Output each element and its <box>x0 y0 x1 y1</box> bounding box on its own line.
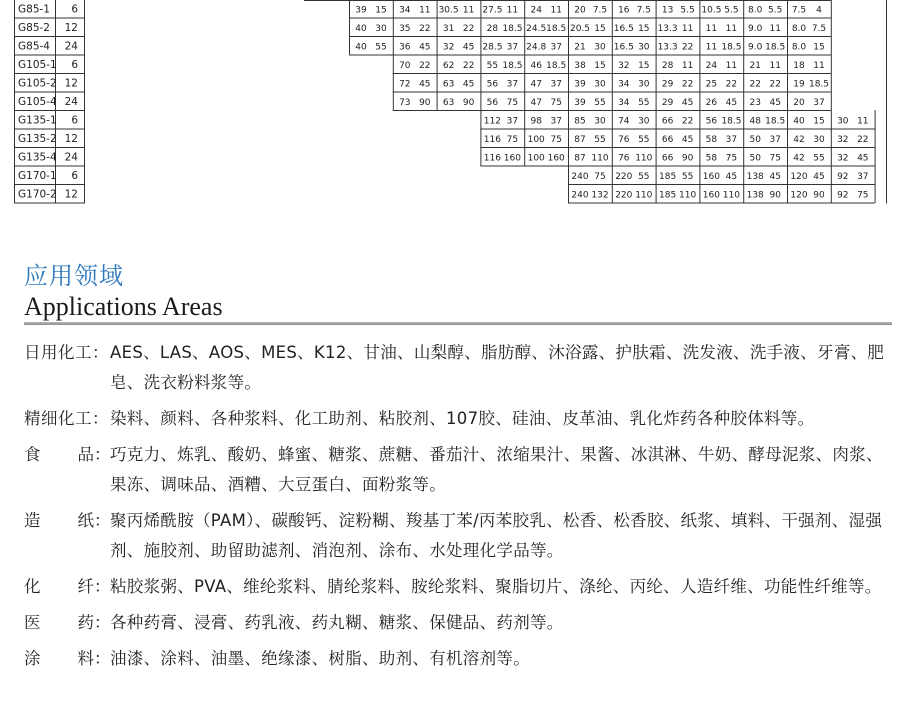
power-value: 30 <box>638 116 650 127</box>
power-value: 45 <box>462 42 475 53</box>
power-value: 11 <box>462 5 475 16</box>
head-value: 10.5 <box>701 5 722 16</box>
application-text: 染料、颜料、各种浆料、化工助剂、粘胶剂、107胶、硅油、皮革油、乳化炸药各种胶体料等。 <box>110 409 815 428</box>
power-value: 45 <box>725 171 738 182</box>
head-value: 24.8 <box>526 42 547 53</box>
power-value: 5.5 <box>680 5 695 16</box>
applications-list <box>24 338 890 680</box>
power-value: 90 <box>419 97 431 108</box>
power-value: 11 <box>769 23 781 34</box>
head-value: 9.0 <box>748 23 763 34</box>
power-value: 4 <box>816 5 822 16</box>
flow-cell: 24 <box>64 151 78 164</box>
head-value: 11 <box>705 42 718 53</box>
head-value: 92 <box>837 171 849 182</box>
power-value: 37 <box>857 171 869 182</box>
flow-cell: 12 <box>64 188 78 201</box>
power-value: 45 <box>419 79 431 90</box>
power-value: 45 <box>681 97 694 108</box>
power-value: 90 <box>681 153 694 164</box>
power-value: 30 <box>638 79 650 90</box>
power-value: 5.5 <box>768 5 783 16</box>
head-value: 74 <box>618 116 630 127</box>
power-value: 37 <box>725 134 738 145</box>
application-label: 食 品 ： <box>24 445 111 464</box>
application-item <box>24 506 890 566</box>
power-value: 7.5 <box>636 5 651 16</box>
head-value: 58 <box>705 134 718 145</box>
head-value: 9.0 <box>748 42 763 53</box>
head-value: 66 <box>661 153 674 164</box>
head-value: 76 <box>618 134 630 145</box>
head-value: 16.5 <box>613 23 634 34</box>
head-value: 39 <box>355 5 367 16</box>
power-value: 132 <box>591 190 609 201</box>
head-value: 24.5 <box>526 23 547 34</box>
head-value: 40 <box>355 23 367 34</box>
application-text: 油漆、涂料、油墨、绝缘漆、树脂、助剂、有机溶剂等。 <box>110 649 530 668</box>
power-value: 15 <box>638 23 650 34</box>
model-cell: G105-2 <box>18 77 57 90</box>
flow-cell: 24 <box>64 95 78 108</box>
power-value: 37 <box>550 42 562 53</box>
power-value: 110 <box>635 153 653 164</box>
model-cell: G105-4 <box>18 95 57 108</box>
power-value: 55 <box>813 153 825 164</box>
head-value: 50 <box>749 134 761 145</box>
power-value: 22 <box>769 79 781 90</box>
head-value: 32 <box>618 60 630 71</box>
head-value: 160 <box>702 190 720 201</box>
power-value: 15 <box>813 42 825 53</box>
power-value: 160 <box>503 153 521 164</box>
power-value: 22 <box>419 23 431 34</box>
power-value: 30 <box>375 23 387 34</box>
flow-cell: 12 <box>64 132 78 145</box>
head-value: 240 <box>571 171 589 182</box>
head-value: 70 <box>399 60 411 71</box>
head-value: 30.5 <box>438 5 459 16</box>
power-value: 45 <box>857 153 869 164</box>
power-value: 30 <box>594 79 606 90</box>
section-header <box>24 262 223 322</box>
head-value: 18 <box>793 60 805 71</box>
power-value: 37 <box>506 42 519 53</box>
power-value: 11 <box>769 60 781 71</box>
power-value: 11 <box>857 116 869 127</box>
head-value: 46 <box>530 60 542 71</box>
power-value: 55 <box>638 97 650 108</box>
head-value: 31 <box>442 23 455 34</box>
head-value: 66 <box>661 116 674 127</box>
power-value: 55 <box>594 134 606 145</box>
head-value: 13.3 <box>657 23 678 34</box>
power-value: 45 <box>725 97 738 108</box>
power-value: 110 <box>591 153 609 164</box>
head-value: 138 <box>746 171 764 182</box>
flow-cell: 6 <box>71 3 78 16</box>
head-value: 56 <box>486 79 499 90</box>
head-value: 63 <box>442 97 455 108</box>
power-value: 37 <box>769 134 781 145</box>
power-value: 75 <box>594 171 606 182</box>
model-cell: G170-2 <box>18 188 57 201</box>
power-value: 55 <box>638 171 650 182</box>
application-label: 涂 料 ： <box>24 649 111 668</box>
power-value: 45 <box>419 42 431 53</box>
head-value: 58 <box>705 153 718 164</box>
power-value: 22 <box>419 60 431 71</box>
application-item <box>24 608 890 638</box>
flow-cell: 6 <box>71 58 78 71</box>
head-value: 160 <box>702 171 720 182</box>
power-value: 11 <box>550 5 562 16</box>
application-text: 巧克力、炼乳、酸奶、蜂蜜、糖浆、蔗糖、番茄汁、浓缩果汁、果酱、冰淇淋、牛奶、酵母泥浆、肉浆、果冻、调味品、酒糟、大豆蛋白、面粉浆等。 <box>110 445 883 494</box>
head-value: 112 <box>483 116 501 127</box>
application-text: AES、LAS、AOS、MES、K12、甘油、山梨醇、脂肪醇、沐浴露、护肤霜、洗发液、洗手液、牙膏、肥皂、洗衣粉料浆等。 <box>110 343 885 392</box>
power-value: 11 <box>681 60 694 71</box>
power-value: 18.5 <box>502 60 523 71</box>
model-cell: G170-1 <box>18 169 57 182</box>
power-value: 22 <box>681 79 694 90</box>
flow-cell: 6 <box>71 169 78 182</box>
power-value: 22 <box>462 23 475 34</box>
section-divider <box>24 322 892 325</box>
model-cell: G85-1 <box>18 3 50 16</box>
application-text: 聚丙烯酰胺（PAM）、碳酸钙、淀粉糊、羧基丁苯/丙苯胶乳、松香、松香胶、纸浆、填料、干强剂、湿强剂、施胶剂、助留助滤剂、消泡剂、涂布、水处理化学品等。 <box>110 511 883 560</box>
head-value: 56 <box>486 97 499 108</box>
head-value: 20 <box>793 97 805 108</box>
power-value: 37 <box>550 79 562 90</box>
head-value: 20 <box>574 5 586 16</box>
head-value: 92 <box>837 190 849 201</box>
head-value: 28 <box>661 60 674 71</box>
head-value: 32 <box>837 134 849 145</box>
power-value: 18.5 <box>765 42 786 53</box>
head-value: 55 <box>486 60 499 71</box>
model-cell: G85-4 <box>18 40 50 53</box>
head-value: 23 <box>749 97 761 108</box>
head-value: 13 <box>661 5 674 16</box>
head-value: 42 <box>793 153 805 164</box>
power-value: 30 <box>594 116 606 127</box>
power-value: 18.5 <box>502 23 523 34</box>
head-value: 50 <box>749 153 761 164</box>
power-value: 22 <box>681 42 694 53</box>
power-value: 45 <box>769 171 781 182</box>
power-value: 18.5 <box>721 116 742 127</box>
power-value: 37 <box>550 116 562 127</box>
application-label: 医 药 ： <box>24 613 111 632</box>
head-value: 20.5 <box>569 23 591 34</box>
power-value: 18.5 <box>546 23 567 34</box>
power-value: 11 <box>725 60 738 71</box>
spec-table <box>14 0 887 213</box>
head-value: 185 <box>659 171 677 182</box>
model-cell: G135-4 <box>18 151 57 164</box>
power-value: 45 <box>813 171 825 182</box>
head-value: 25 <box>705 79 718 90</box>
power-value: 90 <box>462 97 475 108</box>
head-value: 7.5 <box>791 5 807 16</box>
application-item <box>24 440 890 500</box>
head-value: 73 <box>399 97 411 108</box>
section-title-en: Applications Areas <box>24 292 223 321</box>
head-value: 34 <box>618 97 630 108</box>
head-value: 40 <box>355 42 367 53</box>
power-value: 15 <box>813 116 825 127</box>
head-value: 13.3 <box>657 42 678 53</box>
power-value: 30 <box>638 42 650 53</box>
head-value: 98 <box>530 116 542 127</box>
head-value: 47 <box>530 79 542 90</box>
head-value: 85 <box>574 116 586 127</box>
head-value: 120 <box>790 171 808 182</box>
power-value: 15 <box>594 60 606 71</box>
power-value: 110 <box>679 190 697 201</box>
head-value: 72 <box>399 79 411 90</box>
power-value: 15 <box>375 5 387 16</box>
head-value: 8.0 <box>748 5 763 16</box>
application-item <box>24 572 890 602</box>
head-value: 47 <box>530 97 542 108</box>
power-value: 22 <box>857 134 869 145</box>
flow-cell: 24 <box>64 40 78 53</box>
model-cell: G85-2 <box>18 21 50 34</box>
head-value: 56 <box>705 116 718 127</box>
head-value: 21 <box>574 42 586 53</box>
head-value: 29 <box>661 79 674 90</box>
application-label: 日用化工： <box>24 343 109 362</box>
head-value: 39 <box>574 79 586 90</box>
power-value: 11 <box>813 60 825 71</box>
head-value: 26 <box>705 97 718 108</box>
head-value: 40 <box>793 116 805 127</box>
head-value: 30 <box>837 116 849 127</box>
spec-table-grid <box>14 0 887 213</box>
head-value: 66 <box>661 134 674 145</box>
power-value: 75 <box>857 190 869 201</box>
head-value: 8.0 <box>791 42 807 53</box>
head-value: 138 <box>746 190 764 201</box>
model-cell: G135-1 <box>18 114 57 127</box>
power-value: 18.5 <box>765 116 786 127</box>
power-value: 22 <box>462 60 475 71</box>
head-value: 38 <box>574 60 586 71</box>
power-value: 37 <box>506 79 519 90</box>
application-item <box>24 404 890 434</box>
head-value: 34 <box>399 5 411 16</box>
power-value: 18.5 <box>546 60 567 71</box>
flow-cell: 12 <box>64 21 78 34</box>
power-value: 55 <box>594 97 606 108</box>
power-value: 75 <box>506 97 519 108</box>
power-value: 90 <box>813 190 825 201</box>
power-value: 160 <box>547 153 565 164</box>
power-value: 110 <box>635 190 653 201</box>
head-value: 28 <box>486 23 499 34</box>
power-value: 18.5 <box>721 42 742 53</box>
power-value: 11 <box>419 5 431 16</box>
head-value: 48 <box>749 116 761 127</box>
power-value: 55 <box>375 42 387 53</box>
power-value: 15 <box>638 60 650 71</box>
head-value: 39 <box>574 97 586 108</box>
head-value: 100 <box>527 134 545 145</box>
head-value: 120 <box>790 190 808 201</box>
power-value: 11 <box>725 23 738 34</box>
power-value: 55 <box>681 171 694 182</box>
head-value: 24 <box>705 60 718 71</box>
head-value: 32 <box>837 153 849 164</box>
head-value: 29 <box>661 97 674 108</box>
head-value: 32 <box>442 42 455 53</box>
power-value: 75 <box>550 97 562 108</box>
power-value: 30 <box>813 134 825 145</box>
power-value: 11 <box>506 5 519 16</box>
head-value: 22 <box>749 79 761 90</box>
application-text: 各种药膏、浸膏、药乳液、药丸糊、糖浆、保健品、药剂等。 <box>110 613 564 632</box>
head-value: 87 <box>574 134 586 145</box>
power-value: 75 <box>550 134 562 145</box>
power-value: 75 <box>725 153 738 164</box>
head-value: 62 <box>442 60 455 71</box>
power-value: 22 <box>725 79 738 90</box>
power-value: 7.5 <box>811 23 827 34</box>
head-value: 8.0 <box>791 23 807 34</box>
power-value: 90 <box>769 190 781 201</box>
power-value: 5.5 <box>724 5 739 16</box>
flow-cell: 12 <box>64 77 78 90</box>
application-label: 精细化工： <box>24 409 109 428</box>
head-value: 116 <box>483 153 501 164</box>
head-value: 34 <box>618 79 630 90</box>
power-value: 55 <box>638 134 650 145</box>
power-value: 11 <box>681 23 694 34</box>
power-value: 37 <box>813 97 825 108</box>
power-value: 22 <box>681 116 694 127</box>
head-value: 11 <box>705 23 718 34</box>
model-cell: G105-1 <box>18 58 57 71</box>
head-value: 116 <box>483 134 501 145</box>
power-value: 45 <box>681 134 694 145</box>
section-title-cn: 应用领域 <box>24 262 124 290</box>
power-value: 37 <box>506 116 519 127</box>
head-value: 240 <box>571 190 589 201</box>
head-value: 24 <box>530 5 542 16</box>
power-value: 45 <box>462 79 475 90</box>
model-cell: G135-2 <box>18 132 57 145</box>
application-item <box>24 644 890 674</box>
head-value: 185 <box>659 190 677 201</box>
power-value: 15 <box>594 23 606 34</box>
head-value: 36 <box>399 42 411 53</box>
power-value: 30 <box>594 42 606 53</box>
power-value: 7.5 <box>592 5 608 16</box>
head-value: 87 <box>574 153 586 164</box>
head-value: 42 <box>793 134 805 145</box>
head-value: 28.5 <box>482 42 503 53</box>
head-value: 21 <box>749 60 761 71</box>
head-value: 16.5 <box>613 42 634 53</box>
head-value: 100 <box>527 153 545 164</box>
head-value: 220 <box>615 190 633 201</box>
head-value: 35 <box>399 23 411 34</box>
power-value: 110 <box>722 190 740 201</box>
application-label: 造 纸 ： <box>24 511 111 530</box>
power-value: 45 <box>769 97 781 108</box>
head-value: 19 <box>793 79 805 90</box>
head-value: 27.5 <box>482 5 503 16</box>
head-value: 16 <box>618 5 630 16</box>
application-item <box>24 338 890 398</box>
head-value: 63 <box>442 79 455 90</box>
power-value: 75 <box>769 153 781 164</box>
flow-cell: 6 <box>71 114 78 127</box>
head-value: 220 <box>615 171 633 182</box>
application-label: 化 纤 ： <box>24 577 111 596</box>
head-value: 76 <box>618 153 630 164</box>
application-text: 粘胶浆粥、PVA、维纶浆料、腈纶浆料、胺纶浆料、聚脂切片、涤纶、丙纶、人造纤维、功能性纤维等。 <box>110 577 882 596</box>
power-value: 18.5 <box>808 79 830 90</box>
power-value: 75 <box>506 134 519 145</box>
